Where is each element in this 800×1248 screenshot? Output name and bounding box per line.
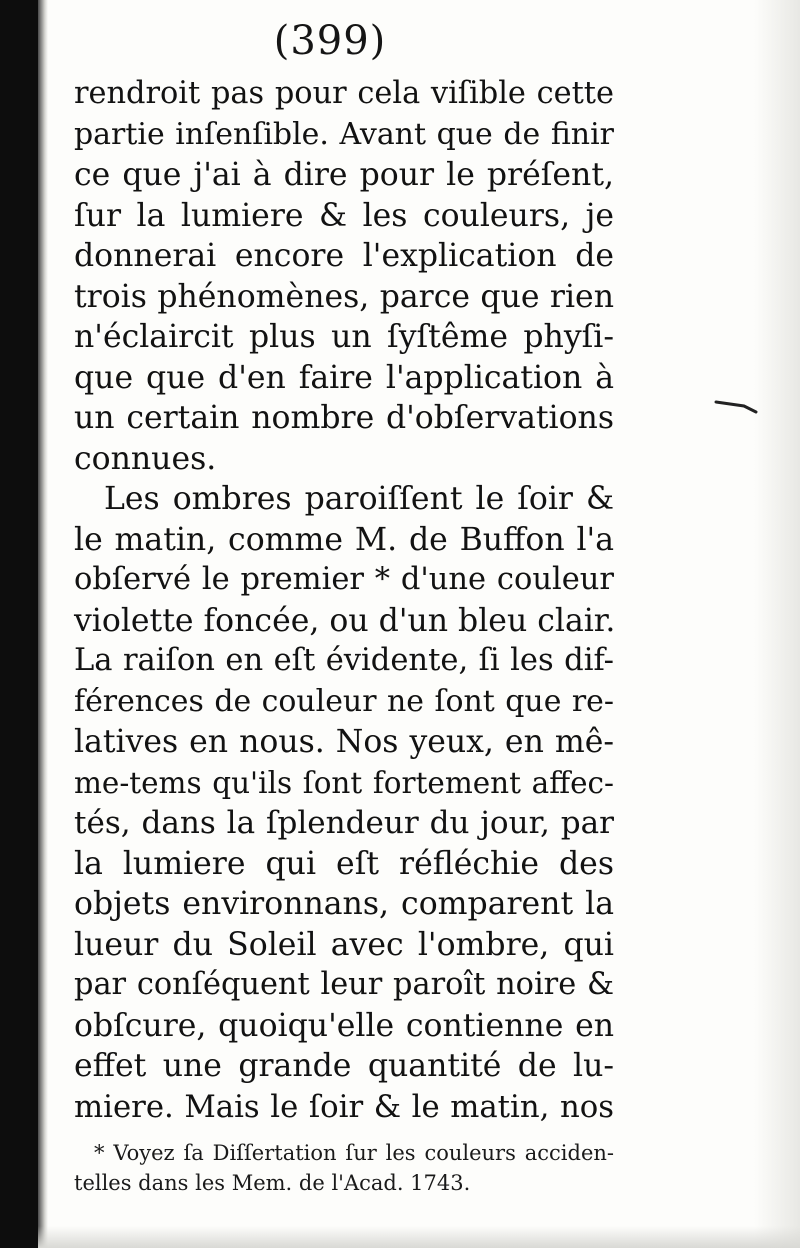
text-line: lueur du Soleil avec l'ombre, qui xyxy=(74,926,614,963)
text-line: n'éclaircit plus un ſyſtême phyſi- xyxy=(74,319,614,355)
text-line: partie inſenſible. Avant que de finir xyxy=(74,116,614,152)
text-line: effet une grande quantité de lu- xyxy=(74,1048,614,1084)
right-margin-shading xyxy=(754,0,800,1248)
text-line: rendroit pas pour cela viſible cette xyxy=(74,76,614,111)
page-edge-shading xyxy=(38,0,48,1248)
text-line: violette foncée, ou d'un bleu clair. xyxy=(74,602,616,639)
body-text xyxy=(74,74,614,1127)
text-line: me-tems qu'ils ſont fortement affec- xyxy=(74,765,614,800)
text-line: un certain nombre d'obſervations xyxy=(74,400,614,436)
text-line: ſur la lumiere & les couleurs, je xyxy=(74,197,614,234)
text-line: tés, dans la ſplendeur du jour, par xyxy=(74,805,614,841)
paragraph-start-line: Les ombres paroiſſent le ſoir & xyxy=(104,481,614,517)
text-line: que que d'en faire l'application à xyxy=(74,359,614,396)
margin-pen-mark xyxy=(714,400,758,410)
footnote xyxy=(74,1138,614,1198)
text-line: donnerai encore l'explication de xyxy=(74,238,614,274)
text-line: trois phénomènes, parce que rien xyxy=(74,278,614,315)
text-line: ce que j'ai à dire pour le préſent, xyxy=(74,157,614,193)
text-line: objets environnans, comparent la xyxy=(74,886,614,922)
text-line: connues. xyxy=(74,440,217,477)
footnote-line: telles dans les Mem. de l'Acad. 1743. xyxy=(74,1171,471,1195)
text-line: latives en nous. Nos yeux, en mê- xyxy=(74,724,614,760)
text-line: obſervé le premier * d'une couleur xyxy=(74,562,614,597)
bottom-edge-shading xyxy=(38,1226,800,1248)
text-line: la lumiere qui eſt réfléchie des xyxy=(74,845,614,882)
footnote-line: * Voyez ſa Diſſertation ſur les couleurs acciden- xyxy=(94,1141,614,1165)
text-line: obſcure, quoiqu'elle contienne en xyxy=(74,1007,614,1044)
text-line: férences de couleur ne ſont que re- xyxy=(74,683,614,719)
book-gutter-shadow xyxy=(0,0,38,1248)
text-line: miere. Mais le ſoir & le matin, nos xyxy=(74,1088,614,1125)
text-line: le matin, comme M. de Buffon l'a xyxy=(74,521,614,558)
text-line: La raiſon en eſt évidente, ſi les dif- xyxy=(74,643,614,678)
text-line: par conſéquent leur paroît noire & xyxy=(74,967,614,1002)
page-number: (399) xyxy=(273,18,387,64)
